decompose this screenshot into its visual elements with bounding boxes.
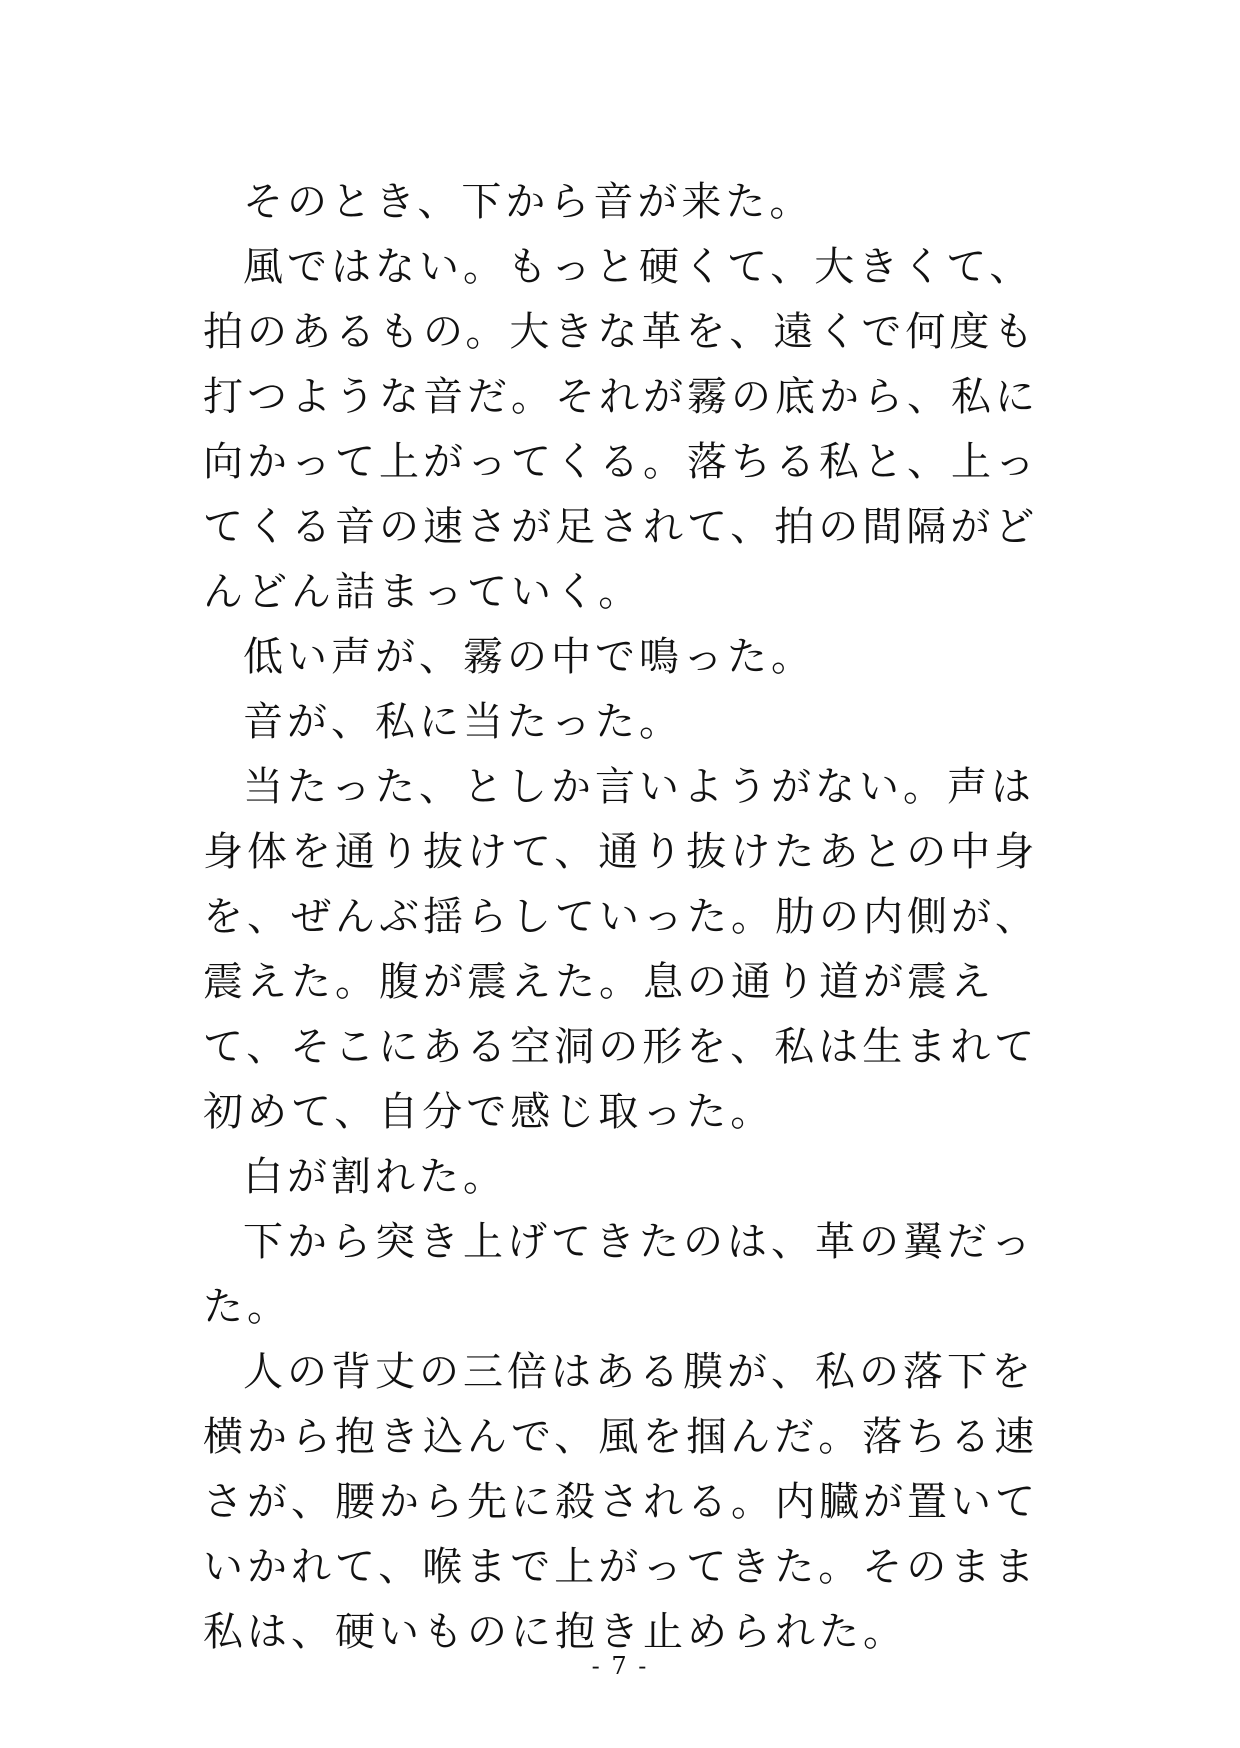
paragraph-3: 低い声が、霧の中で鳴った。 [243,634,815,680]
paragraph-2: 風ではない。もっと硬くて、大きくて、拍のあるもの。大きな革を、遠くで何度も打つような音だ。それが霧の底から、私に向かって上がってくる。落ちる私と、上ってくる音の速さが足されて、拍の間隔がどんどん詰まっていく。 [203,244,1039,615]
paragraph-5: 当たった、としか言いようがない。声は身体を通り抜けて、通り抜けたあとの中身を、ぜんぶ揺らしていった。肋の内側が、震えた。腹が震えた。息の通り道が震えて、そこにある空洞の形を、私は生まれて初めて、自分で感じ取った。 [203,764,1039,1135]
paragraph-8: 人の背丈の三倍はある膜が、私の落下を横から抱き込んで、風を掴んだ。落ちる速さが、腰から先に殺される。内臓が置いていかれて、喉まで上がってきた。そのまま私は、硬いものに抱き止められた。 [203,1349,1039,1655]
page-number: - 7 - [591,1652,649,1680]
body-text [203,170,1063,1665]
paragraph-4: 音が、私に当たった。 [243,699,683,745]
paragraph-6: 白が割れた。 [243,1154,507,1200]
paragraph-1: そのとき、下から音が来た。 [243,179,814,225]
paragraph-7: 下から突き上げてきたのは、革の翼だった。 [203,1219,1035,1330]
